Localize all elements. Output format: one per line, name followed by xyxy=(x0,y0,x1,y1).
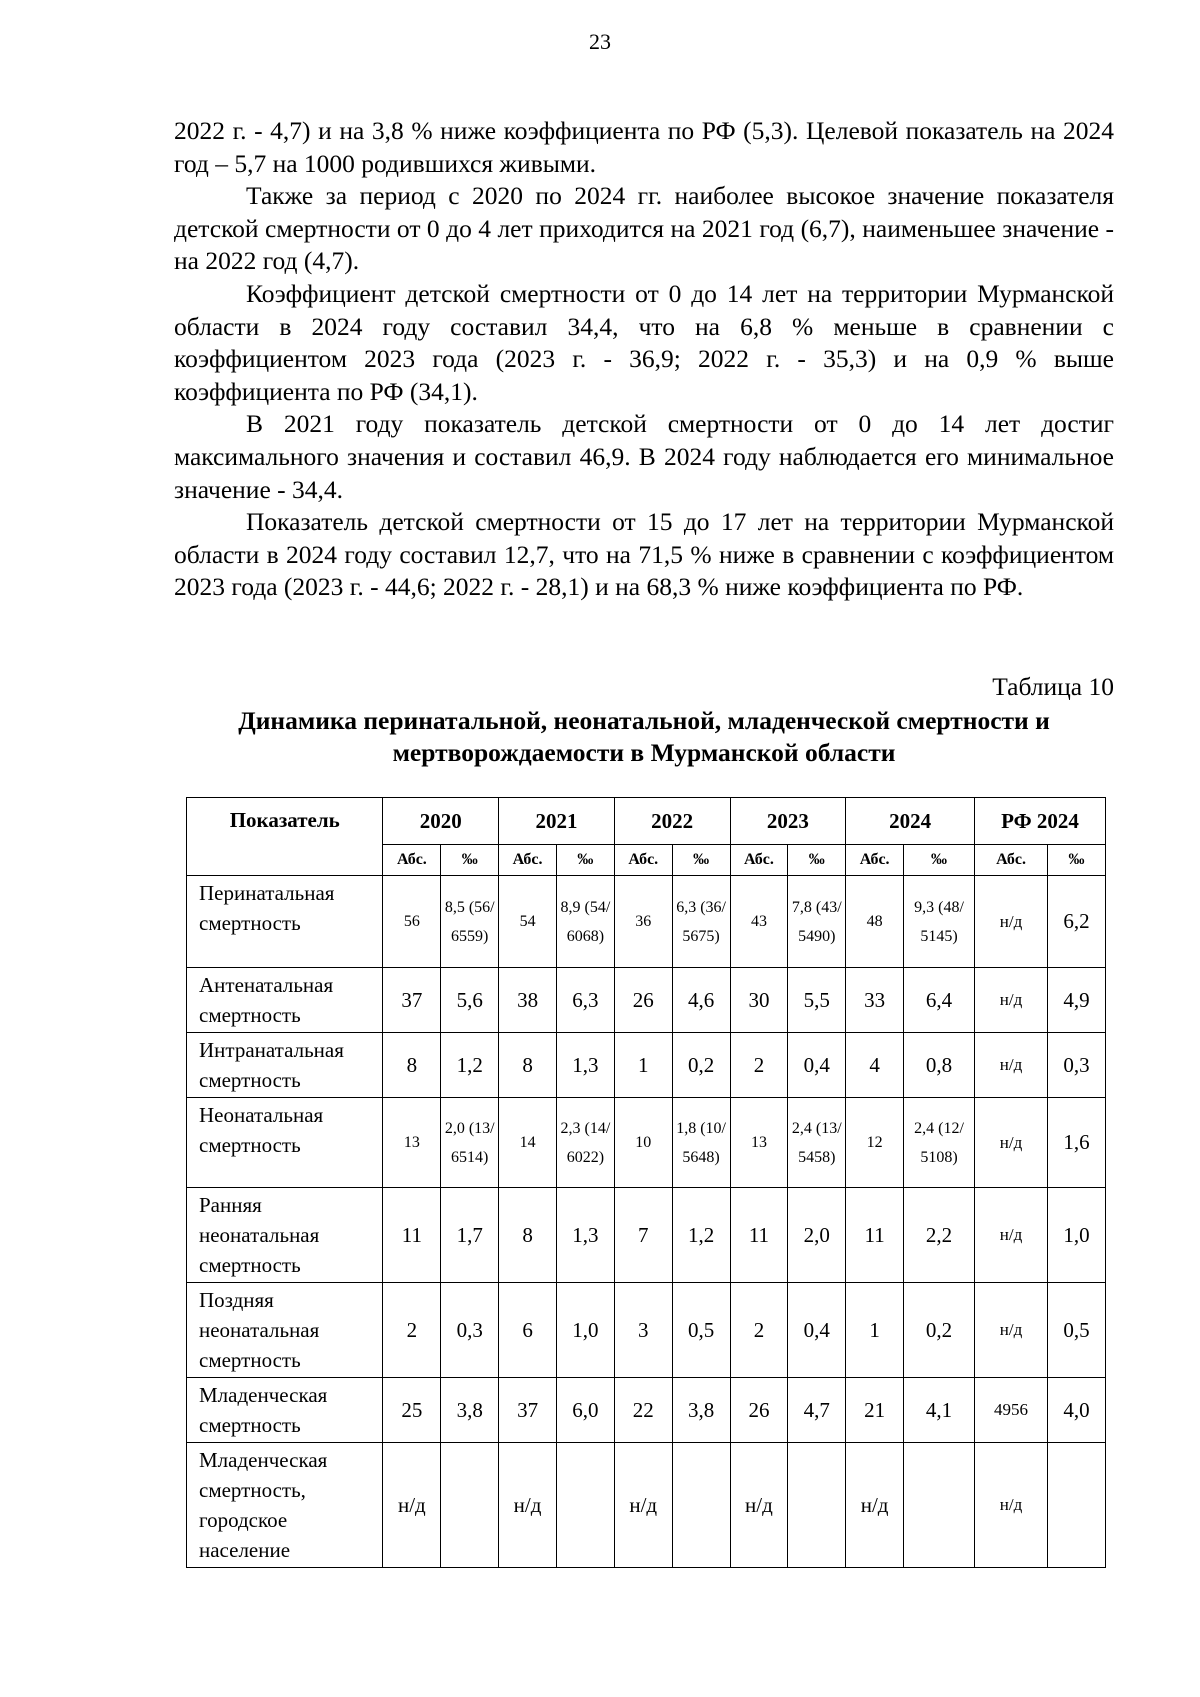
header-permille: ‰ xyxy=(556,845,614,876)
table-cell: 0,3 xyxy=(441,1283,499,1378)
row-label: Интранатальная смертность xyxy=(187,1033,383,1098)
header-year: 2020 xyxy=(383,798,499,845)
table-row xyxy=(187,1283,1106,1378)
table-cell: 7 xyxy=(614,1188,672,1283)
table-cell: 12 xyxy=(846,1098,904,1188)
table-cell: 3,8 xyxy=(441,1378,499,1443)
header-abs: Абс. xyxy=(614,845,672,876)
table-cell: 2,0 (13/ 6514) xyxy=(441,1098,499,1188)
table-cell: 38 xyxy=(499,968,557,1033)
table-cell: 11 xyxy=(383,1188,441,1283)
table-cell: 1,3 xyxy=(556,1033,614,1098)
table-cell: 7,8 (43/ 5490) xyxy=(788,876,846,968)
table-cell: 0,2 xyxy=(672,1033,730,1098)
table-cell: 6,3 xyxy=(556,968,614,1033)
table-cell: 1,7 xyxy=(441,1188,499,1283)
table-cell: 6,2 xyxy=(1048,876,1106,968)
table-cell: 4,9 xyxy=(1048,968,1106,1033)
header-abs: Абс. xyxy=(846,845,904,876)
table-cell: 13 xyxy=(383,1098,441,1188)
table-cell: н/д xyxy=(499,1443,557,1568)
header-abs: Абс. xyxy=(383,845,441,876)
table-cell: 11 xyxy=(730,1188,788,1283)
table-cell xyxy=(441,1443,499,1568)
table-cell: н/д xyxy=(614,1443,672,1568)
table-cell: 2,4 (13/ 5458) xyxy=(788,1098,846,1188)
table-cell: 1,6 xyxy=(1048,1098,1106,1188)
table-row xyxy=(187,1378,1106,1443)
table-cell: 0,4 xyxy=(788,1033,846,1098)
table-row xyxy=(187,1443,1106,1568)
table-body xyxy=(187,876,1106,1568)
table-cell: 4,7 xyxy=(788,1378,846,1443)
table-cell: 0,2 xyxy=(904,1283,975,1378)
table-cell: 8 xyxy=(499,1188,557,1283)
table-cell: 13 xyxy=(730,1098,788,1188)
table-cell: 8 xyxy=(499,1033,557,1098)
body-text xyxy=(174,115,1114,604)
header-abs: Абс. xyxy=(730,845,788,876)
table-cell: 48 xyxy=(846,876,904,968)
paragraph: 2022 г. - 4,7) и на 3,8 % ниже коэффициента по РФ (5,3). Целевой показатель на 2024 год – 5,7 на 1000 родившихся живыми. xyxy=(174,116,1114,178)
header-indicator: Показатель xyxy=(187,798,383,876)
table-cell: 1,2 xyxy=(672,1188,730,1283)
table-cell: 6,0 xyxy=(556,1378,614,1443)
table-cell: 0,3 xyxy=(1048,1033,1106,1098)
table-cell: 26 xyxy=(730,1378,788,1443)
table-cell: н/д xyxy=(974,1283,1047,1378)
table-row xyxy=(187,1098,1106,1188)
table-cell: 8,9 (54/ 6068) xyxy=(556,876,614,968)
table-cell: 5,6 xyxy=(441,968,499,1033)
row-label: Неонатальная смертность xyxy=(187,1098,383,1188)
table-cell: 2,0 xyxy=(788,1188,846,1283)
header-year: РФ 2024 xyxy=(974,798,1105,845)
table-cell: 36 xyxy=(614,876,672,968)
row-label: Младенческая смертность, городское население xyxy=(187,1443,383,1568)
table-cell: 2,3 (14/ 6022) xyxy=(556,1098,614,1188)
table-cell: н/д xyxy=(846,1443,904,1568)
table-cell: 4 xyxy=(846,1033,904,1098)
table-cell xyxy=(788,1443,846,1568)
table-cell: 3 xyxy=(614,1283,672,1378)
page-number: 23 xyxy=(589,29,611,54)
table-cell xyxy=(1048,1443,1106,1568)
table-cell: 0,4 xyxy=(788,1283,846,1378)
table-cell: 37 xyxy=(499,1378,557,1443)
table-cell: 3,8 xyxy=(672,1378,730,1443)
table-cell xyxy=(556,1443,614,1568)
table-cell: 1 xyxy=(614,1033,672,1098)
header-abs: Абс. xyxy=(974,845,1047,876)
table-cell: н/д xyxy=(974,1033,1047,1098)
table-cell: 0,8 xyxy=(904,1033,975,1098)
table-cell: 1,2 xyxy=(441,1033,499,1098)
row-label: Перинатальная смертность xyxy=(187,876,383,968)
row-label: Поздняя неонатальная смертность xyxy=(187,1283,383,1378)
row-label: Ранняя неонатальная смертность xyxy=(187,1188,383,1283)
header-permille: ‰ xyxy=(441,845,499,876)
table-cell: 30 xyxy=(730,968,788,1033)
table-cell: 14 xyxy=(499,1098,557,1188)
table-cell: 43 xyxy=(730,876,788,968)
table-cell: 1,0 xyxy=(1048,1188,1106,1283)
table-cell: 2 xyxy=(383,1283,441,1378)
table-cell: н/д xyxy=(974,1443,1047,1568)
table-cell: 22 xyxy=(614,1378,672,1443)
table-cell: 8 xyxy=(383,1033,441,1098)
header-permille: ‰ xyxy=(672,845,730,876)
table-cell: 2 xyxy=(730,1033,788,1098)
table-cell: 11 xyxy=(846,1188,904,1283)
table-cell: 6,3 (36/ 5675) xyxy=(672,876,730,968)
header-permille: ‰ xyxy=(904,845,975,876)
table-row xyxy=(187,1033,1106,1098)
table-title: Динамика перинатальной, неонатальной, младенческой смертности и мертворождаемости в Мурманской области xyxy=(238,706,1050,767)
row-label: Антенатальная смертность xyxy=(187,968,383,1033)
table-cell: 2,4 (12/ 5108) xyxy=(904,1098,975,1188)
table-cell xyxy=(672,1443,730,1568)
table-cell: 4,0 xyxy=(1048,1378,1106,1443)
table-cell: 21 xyxy=(846,1378,904,1443)
paragraph: В 2021 году показатель детской смертности от 0 до 14 лет достиг максимального значения и составил 46,9. В 2024 году наблюдается его минимальное значение - 34,4. xyxy=(174,409,1114,504)
table-label: Таблица 10 xyxy=(992,672,1114,701)
header-abs: Абс. xyxy=(499,845,557,876)
table-cell: 4956 xyxy=(974,1378,1047,1443)
table-cell: 37 xyxy=(383,968,441,1033)
table-cell: 56 xyxy=(383,876,441,968)
table-cell xyxy=(904,1443,975,1568)
table-cell: 4,1 xyxy=(904,1378,975,1443)
table-cell: н/д xyxy=(974,876,1047,968)
header-row xyxy=(187,798,1106,845)
table-cell: н/д xyxy=(974,1098,1047,1188)
table-cell: 2,2 xyxy=(904,1188,975,1283)
table-cell: н/д xyxy=(383,1443,441,1568)
table-cell: 9,3 (48/ 5145) xyxy=(904,876,975,968)
table-cell: 26 xyxy=(614,968,672,1033)
header-year: 2024 xyxy=(846,798,975,845)
table-cell: 10 xyxy=(614,1098,672,1188)
header-year: 2021 xyxy=(499,798,615,845)
table-cell: 33 xyxy=(846,968,904,1033)
table-cell: 1,3 xyxy=(556,1188,614,1283)
paragraph: Показатель детской смертности от 15 до 17 лет на территории Мурманской области в 2024 году составил 12,7, что на 71,5 % ниже в сравнении с коэффициентом 2023 года (2023 г. - 44,6; 2022 г. - 28,1) и на 68,3 % ниже коэффициента по РФ. xyxy=(174,507,1114,602)
table-row xyxy=(187,968,1106,1033)
table-cell: 54 xyxy=(499,876,557,968)
table-cell: 6,4 xyxy=(904,968,975,1033)
mortality-table xyxy=(186,797,1106,1568)
table-cell: н/д xyxy=(974,1188,1047,1283)
paragraph: Также за период с 2020 по 2024 гг. наиболее высокое значение показателя детской смертности от 0 до 4 лет приходится на 2021 год (6,7), наименьшее значение - на 2022 год (4,7). xyxy=(174,181,1114,276)
table-cell: 1,8 (10/ 5648) xyxy=(672,1098,730,1188)
table-row xyxy=(187,876,1106,968)
row-label: Младенческая смертность xyxy=(187,1378,383,1443)
table-cell: 5,5 xyxy=(788,968,846,1033)
header-permille: ‰ xyxy=(1048,845,1106,876)
header-permille: ‰ xyxy=(788,845,846,876)
table-cell: 4,6 xyxy=(672,968,730,1033)
table-cell: н/д xyxy=(974,968,1047,1033)
table-cell: 0,5 xyxy=(672,1283,730,1378)
table-cell: 0,5 xyxy=(1048,1283,1106,1378)
table-cell: 2 xyxy=(730,1283,788,1378)
table-row xyxy=(187,1188,1106,1283)
table-cell: 6 xyxy=(499,1283,557,1378)
table-cell: 1,0 xyxy=(556,1283,614,1378)
header-year: 2022 xyxy=(614,798,730,845)
table-cell: 8,5 (56/ 6559) xyxy=(441,876,499,968)
table-cell: н/д xyxy=(730,1443,788,1568)
table-cell: 25 xyxy=(383,1378,441,1443)
paragraph: Коэффициент детской смертности от 0 до 14 лет на территории Мурманской области в 2024 году составил 34,4, что на 6,8 % меньше в сравнении с коэффициентом 2023 года (2023 г. - 36,9; 2022 г. - 35,3) и на 0,9 % выше коэффициента по РФ (34,1). xyxy=(174,278,1114,406)
table-cell: 1 xyxy=(846,1283,904,1378)
header-year: 2023 xyxy=(730,798,846,845)
